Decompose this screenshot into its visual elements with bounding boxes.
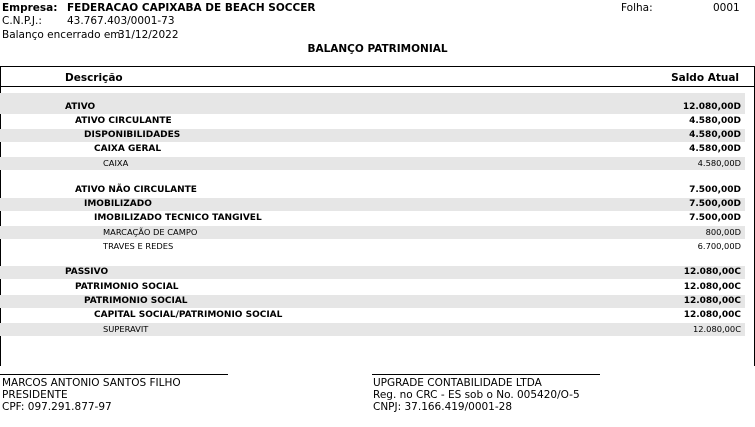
row-label: DISPONIBILIDADES xyxy=(84,130,181,140)
row-value: 12.080,00D xyxy=(682,102,741,112)
row-value: 12.080,00C xyxy=(683,310,741,320)
balanco-label: Balanço encerrado em: xyxy=(2,29,125,41)
folha-value: 0001 xyxy=(713,2,740,14)
accountant-reg: Reg. no CRC - ES sob o No. 005420/O-5 xyxy=(373,389,580,401)
row-label: CAIXA xyxy=(103,158,129,168)
row-value: 7.500,00D xyxy=(689,213,741,223)
table-row xyxy=(0,309,745,322)
row-value: 4.580,00D xyxy=(689,144,741,154)
row-label: CAPITAL SOCIAL/PATRIMONIO SOCIAL xyxy=(94,310,283,320)
row-value: 12.080,00C xyxy=(683,267,741,277)
signature-line-left xyxy=(0,374,228,375)
row-label: ATIVO NÃO CIRCULANTE xyxy=(75,185,197,195)
table-row xyxy=(0,226,745,239)
accountant-doc: CNPJ: 37.166.419/0001-28 xyxy=(373,401,513,413)
row-label: MARCAÇÃO DE CAMPO xyxy=(103,227,198,237)
table-row xyxy=(0,115,745,128)
row-value: 12.080,00C xyxy=(683,296,741,306)
accountant-name: UPGRADE CONTABILIDADE LTDA xyxy=(373,377,542,389)
table-row xyxy=(0,143,745,156)
row-label: IMOBILIZADO TECNICO TANGIVEL xyxy=(94,213,262,223)
row-value: 4.580,00D xyxy=(689,116,741,126)
row-label: PATRIMONIO SOCIAL xyxy=(75,282,179,292)
row-label: TRAVES E REDES xyxy=(103,241,174,251)
table-row xyxy=(0,198,745,211)
table-row xyxy=(0,212,745,225)
balanco-date: 31/12/2022 xyxy=(118,29,179,41)
row-value: 12.080,00C xyxy=(692,324,741,334)
row-value: 7.500,00D xyxy=(689,185,741,195)
table-row xyxy=(0,184,745,197)
signature-right xyxy=(373,377,580,413)
row-label: CAIXA GERAL xyxy=(94,144,162,154)
col-saldo-atual: Saldo Atual xyxy=(671,72,739,84)
page-title: BALANÇO PATRIMONIAL xyxy=(307,43,448,55)
table-row xyxy=(0,295,745,308)
row-value: 4.580,00D xyxy=(689,130,741,140)
empresa-label: Empresa: xyxy=(2,2,58,14)
table-row xyxy=(0,129,745,142)
row-value: 12.080,00C xyxy=(683,282,741,292)
row-value: 7.500,00D xyxy=(689,199,741,209)
cnpj-label: C.N.P.J.: xyxy=(2,15,42,27)
signature-left xyxy=(2,377,181,413)
table-row xyxy=(0,281,745,294)
row-label: PASSIVO xyxy=(65,267,109,277)
row-label: ATIVO CIRCULANTE xyxy=(75,116,172,126)
table-row xyxy=(0,240,745,253)
signer-doc: CPF: 097.291.877-97 xyxy=(2,401,112,413)
row-value: 4.580,00D xyxy=(697,158,741,168)
row-value: 800,00D xyxy=(705,227,741,237)
signer-name: MARCOS ANTONIO SANTOS FILHO xyxy=(2,377,181,389)
signer-role: PRESIDENTE xyxy=(2,389,68,401)
table-row xyxy=(0,323,745,336)
signature-line-right xyxy=(372,374,600,375)
row-label: IMOBILIZADO xyxy=(84,199,152,209)
table-header-border xyxy=(0,86,755,87)
row-value: 6.700,00D xyxy=(697,241,741,251)
table-row xyxy=(0,266,745,279)
folha-label: Folha: xyxy=(621,2,653,14)
cnpj-value: 43.767.403/0001-73 xyxy=(67,15,175,27)
col-descricao: Descrição xyxy=(65,72,123,84)
row-label: PATRIMONIO SOCIAL xyxy=(84,296,188,306)
table-top-border xyxy=(0,66,755,67)
row-label: ATIVO xyxy=(65,102,96,112)
row-label: SUPERAVIT xyxy=(103,324,149,334)
empresa-name: FEDERACAO CAPIXABA DE BEACH SOCCER xyxy=(67,2,316,14)
table-row xyxy=(0,157,745,170)
table-row xyxy=(0,101,745,114)
